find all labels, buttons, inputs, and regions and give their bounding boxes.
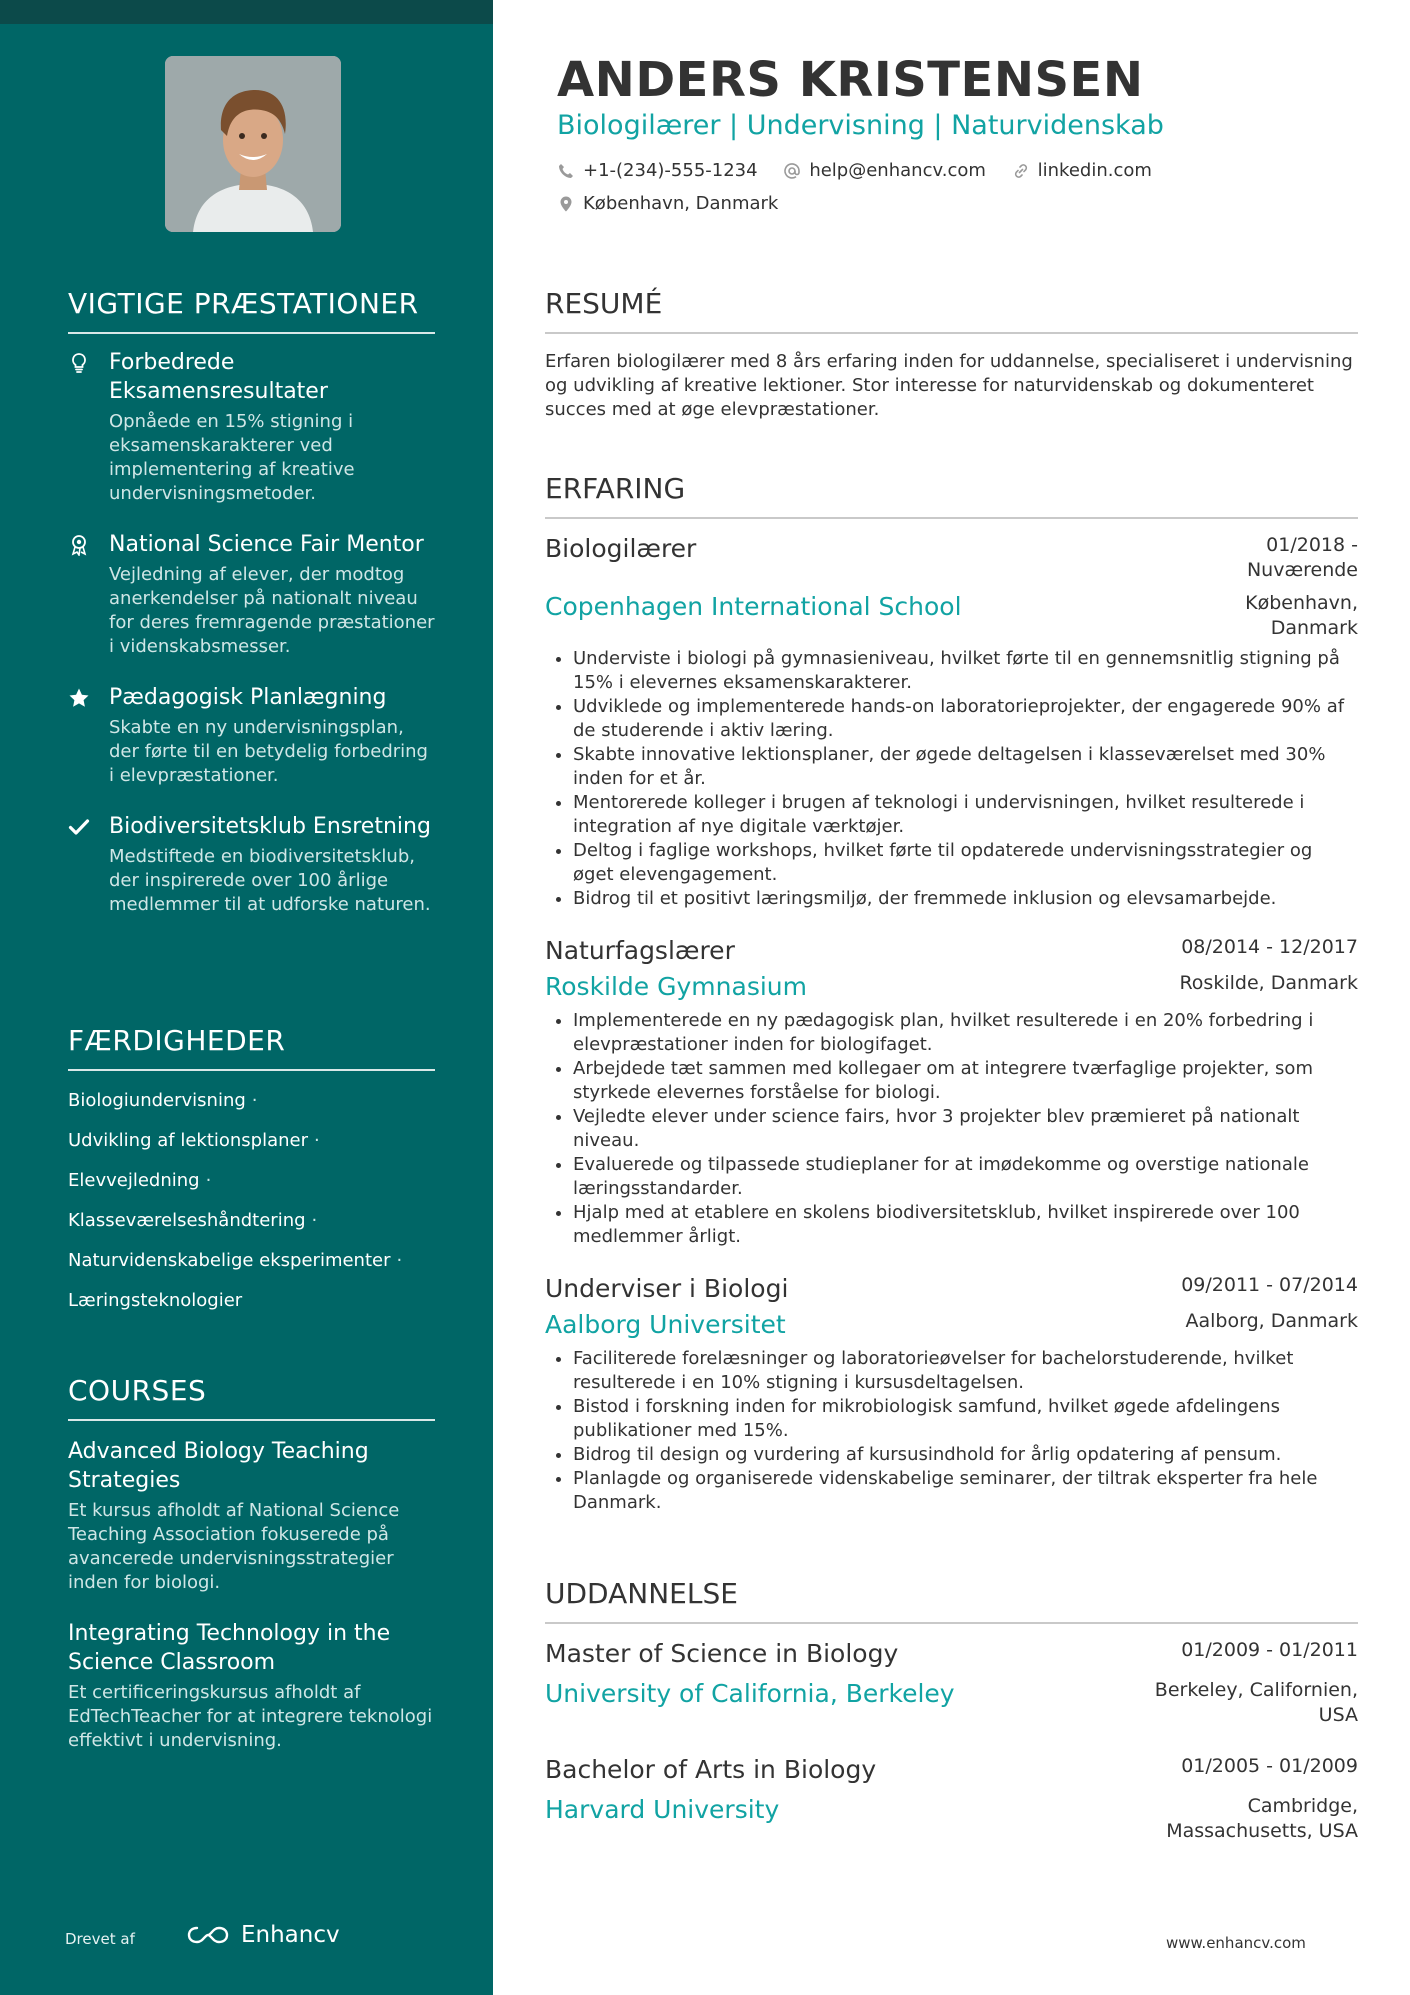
skill-label: Udvikling af lektionsplaner [68,1130,309,1151]
achievement-desc: Vejledning af elever, der modtog anerkendelser på nationalt niveau for deres fremragende præstationer i videnskabsmesser. [109,564,435,657]
course-title: Integrating Technology in the Science Classroom [68,1621,391,1675]
experience-section [545,472,1358,1515]
education-location: Cambridge, Massachusetts, USA [1166,1795,1358,1842]
company-name: Copenhagen International School [545,592,962,621]
email-text: help@enhancv.com [809,160,986,181]
contact-phone[interactable] [557,160,758,181]
education-date: 01/2005 - 01/2009 [1181,1755,1358,1777]
skills-section [68,1024,435,1329]
job-location: Aalborg, Danmark [1185,1310,1358,1332]
school-name: Harvard University [545,1795,780,1824]
website-text: linkedin.com [1037,160,1152,181]
degree: Master of Science in Biology [545,1639,899,1668]
powered-by-label: Drevet af [65,1930,135,1948]
contact-info [557,160,1347,226]
company-name: Roskilde Gymnasium [545,972,807,1001]
star-icon [68,687,90,709]
skill-separator: · [311,1210,318,1231]
infinity-logo-icon [185,1923,231,1947]
bullet-item: • Skabte innovative lektionsplaner, der øgede deltagelsen i klasseværelset med 30% inden for et år. [573,743,1358,791]
skill-separator: · [396,1250,403,1271]
achievement-item [68,812,435,917]
achievement-title: Pædagogisk Planlægning [109,685,387,710]
education-entry [545,1638,1358,1728]
profile-photo [165,56,341,232]
bullet-item: • Underviste i biologi på gymnasieniveau, hvilket førte til en gennemsnitlig stigning på 15% i elevernes eksamenskarakterer. [573,647,1358,695]
bullet-item: • Bidrog til design og vurdering af kursusindhold for årlig opdatering af pensum. [573,1443,1358,1467]
achievements-section [68,287,435,917]
achievement-title: Biodiversitetsklub Ensretning [109,814,431,839]
achievement-item [68,348,435,506]
bullet-item: • Udviklede og implementerede hands-on laboratorieprojekter, der engagerede 90% af de studerende i aktiv læring. [573,695,1358,743]
skill-separator: · [314,1130,320,1151]
company-name: Aalborg Universitet [545,1310,786,1339]
location-text: København, Danmark [583,193,779,214]
bullet-item: • Arbejdede tæt sammen med kollegaer om at integrere tværfaglige projekter, som styrkede elevernes forståelse for biologi. [573,1057,1358,1105]
achievement-desc: Medstiftede en biodiversitetsklub, der inspirerede over 100 årlige medlemmer til at udforske naturen. [109,846,431,915]
check-icon [68,816,90,838]
enhancv-logo[interactable] [185,1922,340,1948]
bullet-item: • Evaluerede og tilpassede studieplaner for at imødekomme og overstige nationale læringsstandarder. [573,1153,1358,1201]
skill-label: Læringsteknologier [68,1290,243,1311]
education-title: UDDANNELSE [545,1577,1358,1624]
job-title: Underviser i Biologi [545,1274,789,1303]
job-entry [545,533,1358,911]
job-entry [545,1273,1358,1515]
sidebar [0,0,493,1995]
school-name: University of California, Berkeley [545,1679,955,1708]
education-location: Berkeley, Californien, USA [1154,1679,1358,1726]
candidate-name: ANDERS KRISTENSEN [557,52,1144,108]
achievements-title: VIGTIGE PRÆSTATIONER [68,287,435,334]
job-title: Naturfagslærer [545,936,735,965]
achievement-item [68,530,435,659]
bullet-item: • Bidrog til et positivt læringsmiljø, der fremmede inklusion og elevsamarbejde. [573,887,1358,911]
skill-item [68,1169,435,1193]
job-bullets [545,647,1358,911]
contact-website[interactable] [1012,160,1152,181]
bullet-item: • Mentorerede kolleger i brugen af teknologi i undervisningen, hvilket resulterede i integration af nye digitale værktøjer. [573,791,1358,839]
achievement-desc: Skabte en ny undervisningsplan, der førte til en betydelig forbedring i elevpræstationer. [109,717,428,786]
summary-text: Erfaren biologilærer med 8 års erfaring inden for uddannelse, specialiseret i undervisning og udvikling af kreative lektioner. Stor interesse for naturvidenskab og dokumenteret succes med at øge elevpræstationer. [545,351,1353,420]
sidebar-top-bar [0,0,493,24]
courses-title: COURSES [68,1374,435,1421]
summary-section [545,287,1358,422]
job-location: Roskilde, Danmark [1179,972,1358,994]
skill-separator: · [251,1090,258,1111]
job-location: København, Danmark [1245,592,1358,639]
job-date: 08/2014 - 12/2017 [1181,936,1358,958]
education-section [545,1577,1358,1844]
course-item [68,1437,435,1595]
job-entry [545,935,1358,1249]
phone-text: +1-(234)-555-1234 [583,160,758,181]
job-bullets [545,1347,1358,1515]
phone-icon [557,162,575,180]
skills-list [68,1089,435,1313]
job-date: 09/2011 - 07/2014 [1181,1274,1358,1296]
headline: Biologilærer | Undervisning | Naturvidenskab [557,110,1164,141]
achievement-title: Forbedrede Eksamensresultater [109,350,328,404]
location-pin-icon [557,195,575,213]
course-item [68,1619,435,1753]
job-date: 01/2018 - Nuværende [1246,534,1358,581]
contact-email[interactable] [783,160,986,181]
courses-section [68,1374,435,1753]
education-entry [545,1754,1358,1844]
skill-item [68,1249,435,1273]
footer-url[interactable]: www.enhancv.com [1166,1934,1306,1952]
skills-title: FÆRDIGHEDER [68,1024,435,1071]
experience-title: ERFARING [545,472,1358,519]
bullet-item: • Bistod i forskning inden for mikrobiologisk samfund, hvilket øgede afdelingens publikationer med 15%. [573,1395,1358,1443]
skill-item [68,1209,435,1233]
bullet-item: • Faciliterede forelæsninger og laboratorieøvelser for bachelorstuderende, hvilket resulterede i en 10% stigning i kursusdeltagelsen. [573,1347,1358,1395]
bullet-item: • Vejledte elever under science fairs, hvor 3 projekter blev præmieret på nationalt niveau. [573,1105,1358,1153]
degree: Bachelor of Arts in Biology [545,1755,877,1784]
achievement-desc: Opnåede en 15% stigning i eksamenskarakterer ved implementering af kreative undervisningsmetoder. [109,411,355,504]
bullet-item: • Hjalp med at etablere en skolens biodiversitetsklub, hvilket inspirerede over 100 medlemmer årligt. [573,1201,1358,1249]
brand-name: Enhancv [241,1922,340,1948]
achievement-title: National Science Fair Mentor [109,532,424,557]
course-desc: Et certificeringskursus afholdt af EdTechTeacher for at integrere teknologi effektivt i undervisning. [68,1682,433,1751]
bullet-item: • Planlagde og organiserede videnskabelige seminarer, der tiltrak eksperter fra hele Danmark. [573,1467,1358,1515]
at-icon [783,162,801,180]
lightbulb-icon [68,352,90,374]
skill-label: Elevvejledning [68,1170,200,1191]
job-bullets [545,1009,1358,1249]
skill-item [68,1289,435,1313]
link-icon [1012,162,1030,180]
bullet-item: • Implementerede en ny pædagogisk plan, hvilket resulterede i en 20% forbedring i elevpræstationer inden for biologifaget. [573,1009,1358,1057]
bullet-item: • Deltog i faglige workshops, hvilket førte til opdaterede undervisningsstrategier og øget elevengagement. [573,839,1358,887]
summary-title: RESUMÉ [545,287,1358,334]
course-desc: Et kursus afholdt af National Science Teaching Association fokuserede på avancerede undervisningsstrategier inden for biologi. [68,1500,400,1593]
skill-item [68,1129,435,1153]
skill-label: Naturvidenskabelige eksperimenter [68,1250,391,1271]
job-title: Biologilærer [545,534,697,563]
award-icon [68,534,90,556]
education-date: 01/2009 - 01/2011 [1181,1639,1358,1661]
achievement-item [68,683,435,788]
contact-location [557,193,778,214]
skill-label: Biologiundervisning [68,1090,246,1111]
skill-label: Klasseværelseshåndtering [68,1210,306,1231]
course-title: Advanced Biology Teaching Strategies [68,1439,369,1493]
skill-item [68,1089,435,1113]
skill-separator: · [205,1170,212,1191]
